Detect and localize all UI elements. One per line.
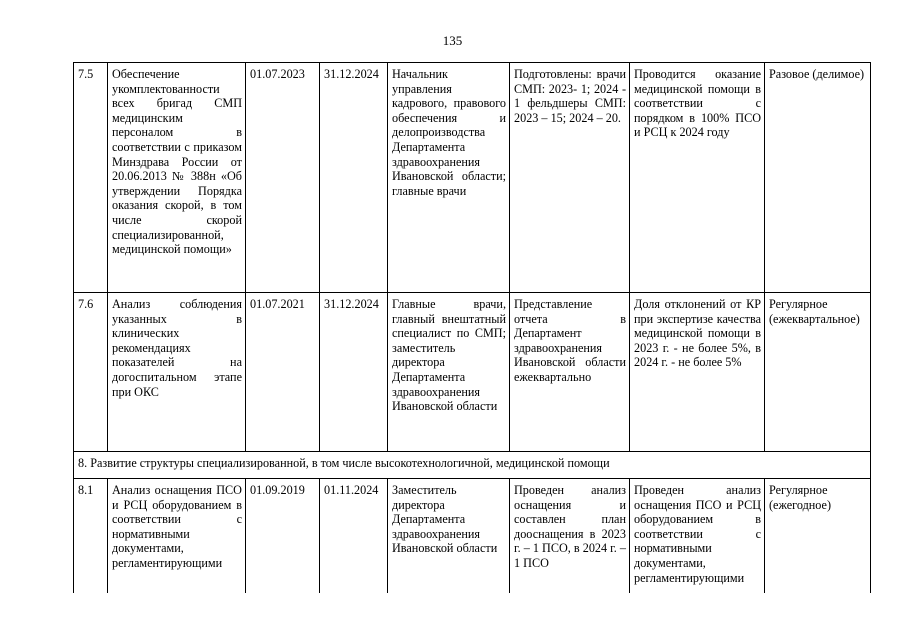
- indicator-cell: Проведен анализ оснащения ПСО и РСЦ оборудованием в соответствии с нормативными документами, регламентирующими: [630, 479, 765, 593]
- start-date-cell: 01.07.2021: [246, 293, 320, 452]
- result-cell: Подготовлены: врачи СМП: 2023- 1; 2024 - 1 фельдшеры СМП: 2023 – 15; 2024 – 20.: [510, 63, 630, 293]
- responsible-cell: Главные врачи, главный внештатный специалист по СМП; заместитель директора Департамента здравоохранения Ивановской области: [388, 293, 510, 452]
- row-number: 7.6: [74, 293, 108, 452]
- row-number: 7.5: [74, 63, 108, 293]
- activity-cell: Анализ оснащения ПСО и РСЦ оборудованием в соответствии с нормативными документами, регламентирующими: [108, 479, 246, 593]
- end-date-cell: 31.12.2024: [320, 293, 388, 452]
- row-number: 8.1: [74, 479, 108, 593]
- section-heading: 8. Развитие структуры специализированной, в том числе высокотехнологичной, медицинской помощи: [74, 452, 871, 479]
- result-cell: Проведен анализ оснащения и составлен план дооснащения в 2023 г. – 1 ПСО, в 2024 г. – 1 ПСО: [510, 479, 630, 593]
- frequency-cell: Разовое (делимое): [765, 63, 871, 293]
- start-date-cell: 01.09.2019: [246, 479, 320, 593]
- end-date-cell: 01.11.2024: [320, 479, 388, 593]
- responsible-cell: Начальник управления кадрового, правового обеспечения и делопроизводства Департамента здравоохранения Ивановской области; главные врачи: [388, 63, 510, 293]
- table-row: [74, 479, 871, 593]
- responsible-cell: Заместитель директора Департамента здравоохранения Ивановской области: [388, 479, 510, 593]
- frequency-cell: Регулярное (ежегодное): [765, 479, 871, 593]
- table-row: [74, 63, 871, 293]
- activities-table: [73, 62, 871, 593]
- end-date-cell: 31.12.2024: [320, 63, 388, 293]
- activity-cell: Анализ соблюдения указанных в клинических рекомендациях показателей на догоспитальном этапе при ОКС: [108, 293, 246, 452]
- indicator-cell: Проводится оказание медицинской помощи в соответствии с порядком в 100% ПСО и РСЦ к 2024 году: [630, 63, 765, 293]
- indicator-cell: Доля отклонений от КР при экспертизе качества медицинской помощи в 2023 г. - не более 5%, в 2024 г. - не более 5%: [630, 293, 765, 452]
- page-number: 135: [442, 33, 463, 48]
- frequency-cell: Регулярное (ежеквартальное): [765, 293, 871, 452]
- start-date-cell: 01.07.2023: [246, 63, 320, 293]
- table-row: [74, 293, 871, 452]
- activity-cell: Обеспечение укомплектованности всех бригад СМП медицинским персоналом в соответствии с приказом Минздрава России от 20.06.2013 № 388н «Об утверждении Порядка оказания скорой, в том числе скорой специализированной, медицинской помощи»: [108, 63, 246, 293]
- section-row: [74, 452, 871, 479]
- result-cell: Представление отчета в Департамент здравоохранения Ивановской области ежеквартально: [510, 293, 630, 452]
